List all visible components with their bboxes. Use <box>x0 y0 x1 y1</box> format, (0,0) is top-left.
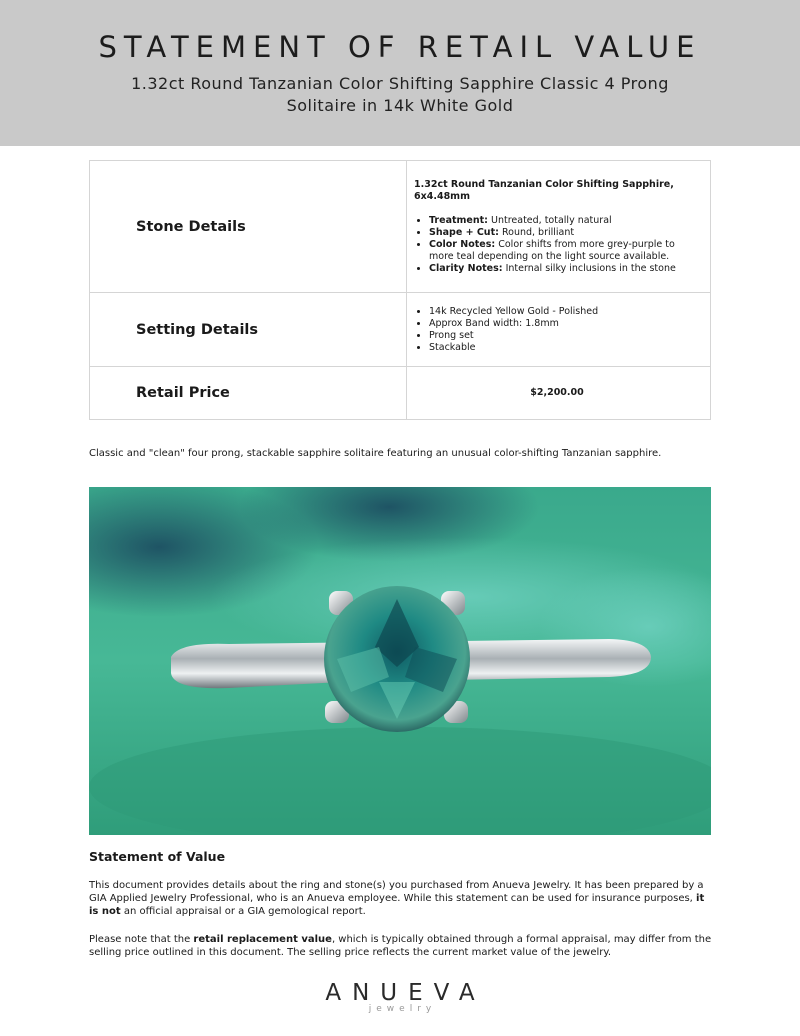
list-item: • 14k Recycled Yellow Gold - Polished <box>429 306 700 318</box>
stone-details-cell <box>407 161 711 293</box>
table-row-stone <box>90 161 711 293</box>
list-item: • Approx Band width: 1.8mm <box>429 318 700 330</box>
logo-subtext: jewelry <box>368 1004 437 1014</box>
table-row-price <box>90 367 711 420</box>
statement-paragraph-2: Please note that the retail replacement value, which is typically obtained through a formal appraisal, may differ from the selling price outlined in this document. The selling price reflects the current market value of the jewelry. <box>89 934 712 958</box>
details-table <box>89 160 711 420</box>
ring-illustration <box>89 487 711 835</box>
intro-text: Classic and "clean" four prong, stackable sapphire solitaire featuring an unusual color-shifting Tanzanian sapphire. <box>89 448 662 459</box>
list-item: • Treatment: Untreated, totally natural <box>429 215 700 227</box>
list-item: • Stackable <box>429 342 700 354</box>
retail-price-label: Retail Price <box>90 367 407 420</box>
page-title: STATEMENT OF RETAIL VALUE <box>98 30 702 64</box>
list-item: • Prong set <box>429 330 700 342</box>
setting-details-list <box>414 306 700 354</box>
ring-photo <box>89 487 711 835</box>
setting-details-label: Setting Details <box>90 293 407 367</box>
page-subtitle: 1.32ct Round Tanzanian Color Shifting Sapphire Classic 4 Prong Solitaire in 14k White Gold <box>131 74 669 115</box>
statement-paragraph-1: This document provides details about the ring and stone(s) you purchased from Anueva Jewelry. It has been prepared by a GIA Applied Jewelry Professional, who is an Anueva employee. While this statement can be used for insurance purposes, it is not an official appraisal or a GIA gemological report. <box>89 880 705 917</box>
anueva-logo <box>300 980 500 1014</box>
list-item: • Shape + Cut: Round, brilliant <box>429 227 700 239</box>
stone-details-label: Stone Details <box>90 161 407 293</box>
setting-details-cell <box>407 293 711 367</box>
statement-heading: Statement of Value <box>89 849 226 864</box>
table-row-setting <box>90 293 711 367</box>
list-item: • Clarity Notes: Internal silky inclusions in the stone <box>429 263 700 275</box>
list-item: • Color Notes: Color shifts from more grey-purple to more teal depending on the light source available. <box>429 239 700 263</box>
retail-price-value: $2,200.00 <box>407 367 711 420</box>
stone-title: 1.32ct Round Tanzanian Color Shifting Sapphire, 6x4.48mm <box>414 178 674 202</box>
header-banner <box>0 0 800 146</box>
stone-details-list <box>414 215 700 275</box>
logo-wordmark: ANUEVA <box>325 980 486 1006</box>
